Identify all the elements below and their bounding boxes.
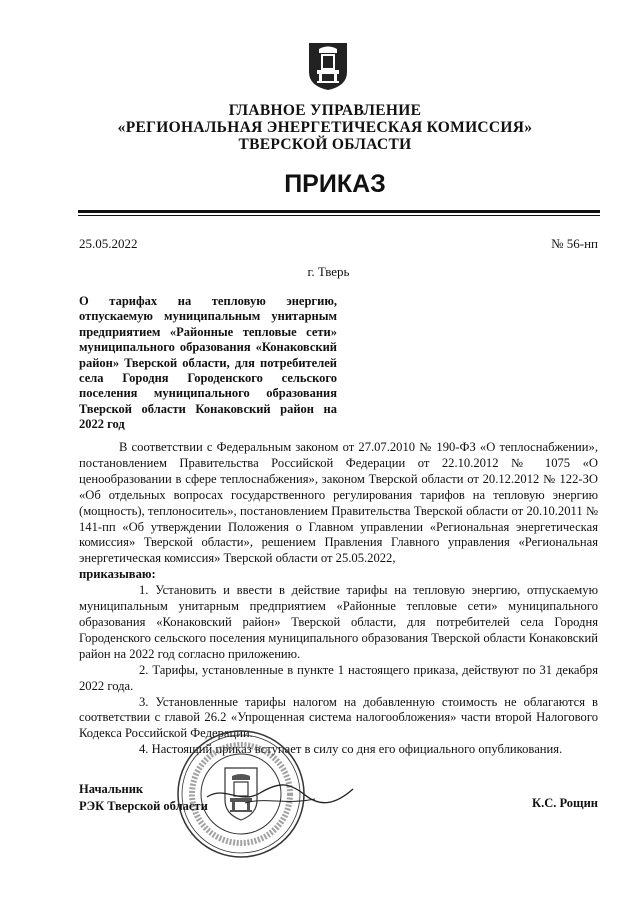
order-item-1: 1. Установить и ввести в действие тарифы на тепловую энергию, отпускаемую муниципальным унитарным предприятием «Районные тепловые сети» муниципального образования «Конаковский район» Тверской области, для потребителей села Городня Городенского сельского поселения муниципального образования Тверской области Конаковский район на 2022 год согласно приложению. (79, 583, 598, 661)
order-item-4: 4. Настоящий приказ вступает в силу со дня его официального опубликования. (139, 742, 563, 757)
signatory-name: К.С. Рощин (532, 796, 598, 810)
order-item-2: 2. Тарифы, установленные в пункте 1 настоящего приказа, действуют по 31 декабря 2022 года. (79, 662, 598, 693)
signatory-position-line2: РЭК Тверской области (79, 799, 208, 813)
document-title: ПРИКАЗ (284, 170, 386, 198)
tver-coat-of-arms-icon (306, 40, 350, 92)
org-name-line1: ГЛАВНОЕ УПРАВЛЕНИЕ (228, 102, 422, 119)
preamble-paragraph: В соответствии с Федеральным законом от 27.07.2010 № 190-ФЗ «О теплоснабжении», постановлением Правительства Российской Федерации от 22.10.2012 № 1075 «О ценообразовании в сфере теплоснабжения», законом Тверской области от 20.12.2012 № 122-ЗО «Об отдельных вопросах государственного регулирования тарифов на тепловую энергию (мощность), теплоноситель», постановлением Правительства Тверской области от 20.10.2011 № 141-пп «Об утверждении Положения о Главном управлении «Региональная энергетическая комиссия» Тверской области», решением Правления Главного управления «Региональная энергетическая комиссия» Тверской области от 25.05.2022, (79, 440, 598, 566)
order-word: приказываю: (79, 567, 156, 582)
signatory-position (79, 781, 208, 815)
document-body (79, 440, 598, 758)
document-number: № 56-нп (551, 236, 598, 251)
header-divider (78, 210, 600, 213)
document-city: г. Тверь (307, 264, 350, 279)
header-divider-thin (78, 215, 600, 216)
org-name-line3: ТВЕРСКОЙ ОБЛАСТИ (238, 136, 412, 153)
signatory-position-line1: Начальник (79, 782, 144, 796)
order-item-3: 3. Установленные тарифы налогом на добавленную стоимость не облагаются в соответствии с главой 26.2 «Упрощенная система налогообложения» части второй Налогового Кодекса Российской Федерации. (79, 694, 598, 741)
org-name-line2: «РЕГИОНАЛЬНАЯ ЭНЕРГЕТИЧЕСКАЯ КОМИССИЯ» (117, 119, 533, 136)
document-date: 25.05.2022 (79, 236, 138, 251)
handwritten-signature (205, 775, 355, 815)
document-subject: О тарифах на тепловую энергию, отпускаемую муниципальным унитарным предприятием «Районные тепловые сети» муниципального образования «Конаковский район» Тверской области, для потребителей села Городня Городенского сельского поселения муниципального образования Тверской области Конаковский район на 2022 год (79, 294, 337, 432)
